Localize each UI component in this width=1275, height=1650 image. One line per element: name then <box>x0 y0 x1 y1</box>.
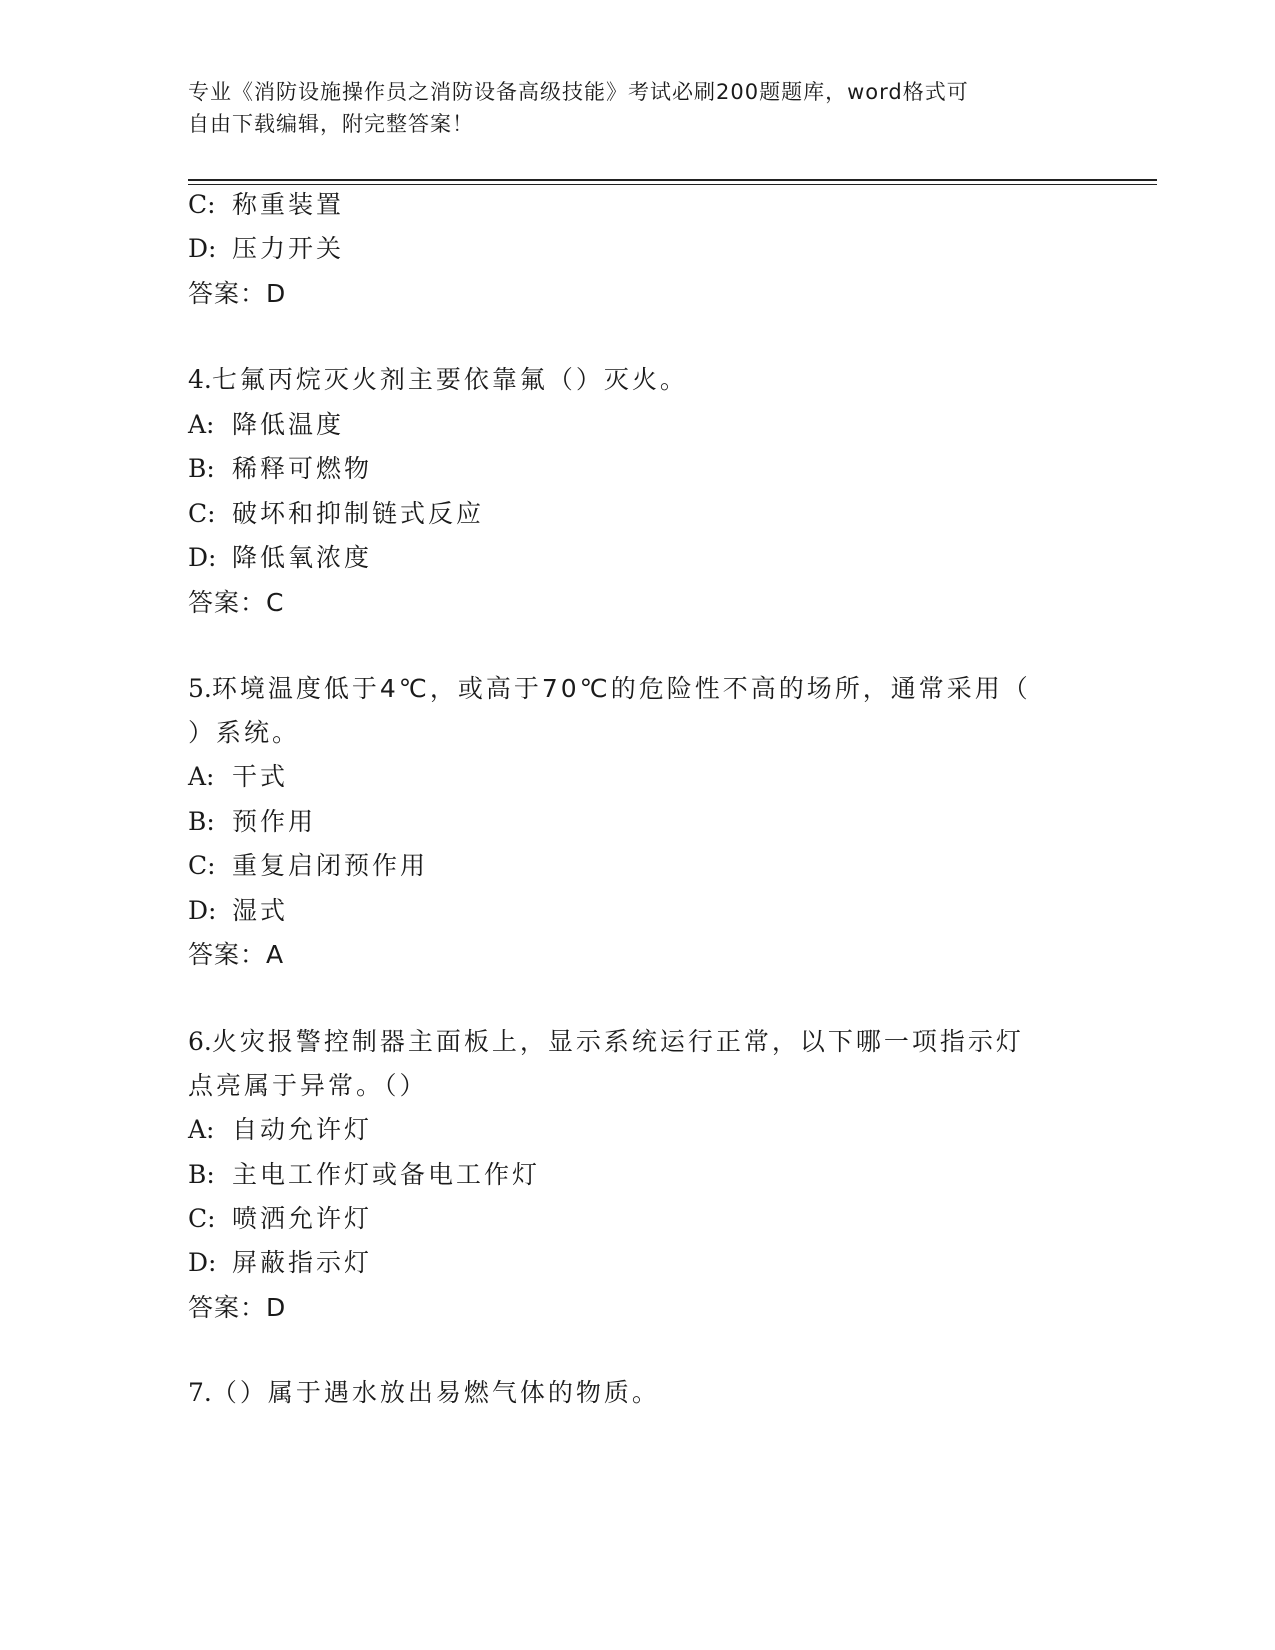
option-letter: D: <box>188 543 217 572</box>
option-letter: C: <box>188 190 216 219</box>
answer-key: 答案：A <box>188 940 285 969</box>
question-stem <box>188 1025 1024 1059</box>
question-text: 火灾报警控制器主面板上，显示系统运行正常，以下哪一项指示灯 <box>211 1027 1024 1056</box>
answer-key: 答案：D <box>188 1293 287 1322</box>
option-text: 降低氧浓度 <box>232 543 373 572</box>
header-divider <box>188 179 1157 181</box>
answer-option <box>188 805 316 839</box>
document-header <box>188 76 1068 140</box>
option-text: 湿式 <box>232 896 289 925</box>
question-continuation: 点亮属于异常。（） <box>188 1071 428 1100</box>
option-text: 预作用 <box>232 807 317 836</box>
header-line-2: 自由下载编辑，附完整答案！ <box>188 112 474 136</box>
option-letter: B: <box>188 454 215 483</box>
question-text: 环境温度低于4℃，或高于70℃的危险性不高的场所，通常采用（ <box>211 674 1031 703</box>
answer-key: 答案：D <box>188 279 287 308</box>
question-number: 4. <box>188 365 212 394</box>
answer-option <box>188 1158 540 1192</box>
header-line-1: 专业《消防设施操作员之消防设备高级技能》考试必刷200题题库，word格式可 <box>188 80 969 104</box>
question-number: 7. <box>188 1378 212 1407</box>
question-number: 5. <box>188 674 212 703</box>
option-text: 重复启闭预作用 <box>232 851 429 880</box>
option-letter: D: <box>188 1248 217 1277</box>
question-continuation: ）系统。 <box>188 718 301 747</box>
answer-option <box>188 497 484 531</box>
option-letter: A: <box>188 410 215 439</box>
option-text: 屏蔽指示灯 <box>232 1248 373 1277</box>
answer-option <box>188 452 372 486</box>
option-text: 干式 <box>232 762 289 791</box>
answer-option <box>188 232 344 266</box>
option-text: 主电工作灯或备电工作灯 <box>232 1160 541 1189</box>
answer-option <box>188 1113 372 1147</box>
answer-option <box>188 1246 372 1280</box>
option-letter: D: <box>188 234 217 263</box>
question-text: （）属于遇水放出易燃气体的物质。 <box>211 1378 660 1407</box>
option-letter: C: <box>188 499 216 528</box>
answer-option <box>188 894 288 928</box>
option-text: 压力开关 <box>232 234 345 263</box>
option-letter: C: <box>188 851 216 880</box>
answer-option <box>188 849 428 883</box>
option-text: 喷洒允许灯 <box>232 1204 373 1233</box>
answer-option <box>188 1202 372 1236</box>
question-stem <box>188 1376 660 1410</box>
option-letter: C: <box>188 1204 216 1233</box>
option-text: 稀释可燃物 <box>232 454 373 483</box>
question-stem <box>188 672 1031 706</box>
question-number: 6. <box>188 1027 212 1056</box>
answer-option <box>188 408 344 442</box>
answer-option <box>188 760 288 794</box>
answer-option <box>188 541 372 575</box>
option-text: 自动允许灯 <box>232 1115 373 1144</box>
option-letter: B: <box>188 807 215 836</box>
option-text: 降低温度 <box>232 410 345 439</box>
question-stem <box>188 363 688 397</box>
answer-key: 答案：C <box>188 588 285 617</box>
option-letter: D: <box>188 896 217 925</box>
header-divider-thin <box>188 184 1157 185</box>
option-letter: A: <box>188 762 215 791</box>
option-letter: A: <box>188 1115 215 1144</box>
answer-option <box>188 188 344 222</box>
option-text: 破坏和抑制链式反应 <box>232 499 485 528</box>
option-letter: B: <box>188 1160 215 1189</box>
option-text: 称重装置 <box>232 190 345 219</box>
question-text: 七氟丙烷灭火剂主要依靠氟（）灭火。 <box>211 365 688 394</box>
